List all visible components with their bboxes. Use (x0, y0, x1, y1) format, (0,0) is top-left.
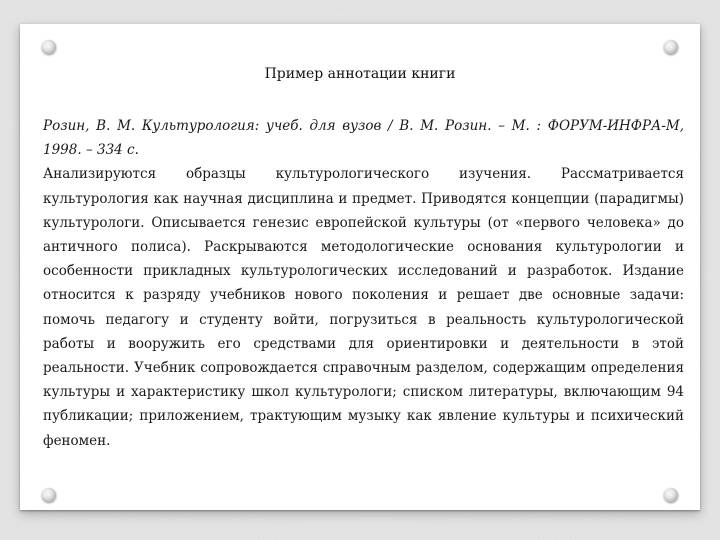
pushpin-icon (42, 40, 56, 54)
document-body (43, 114, 684, 453)
annotation-text: Анализируются образцы культурологического изучения. Рассматривается культурология как научная дисциплина и предмет. Приводятся концепции (парадигмы) культурологи. Описывается генезис европейской культуры (от «первого человека» до античного полиса). Раскрываются методологические основания культурологии и особенности прикладных культурологических исследований и разработок. Издание относится к разряду учебников нового поколения и решает две основные задачи: помочь педагогу и студенту войти, погрузиться в реальность культурологической работы и вооружить его средствами для ориентировки и деятельности в этой реальности. Учебник сопровождается справочным разделом, содержащим определения культуры и характеристику школ культурологи; списком литературы, включающим 94 публикации; приложением, трактующим музыку как явление культуры и психический феномен. (43, 166, 684, 449)
pushpin-icon (664, 40, 678, 54)
page-title: Пример аннотации книги (264, 66, 456, 82)
pushpin-icon (664, 488, 678, 502)
bibliographic-citation: Розин, В. М. Культурология: учеб. для вузов / В. М. Розин. – М. : ФОРУМ-ИНФРА-М, 1998. – 334 с. (43, 118, 684, 159)
pushpin-icon (42, 488, 56, 502)
